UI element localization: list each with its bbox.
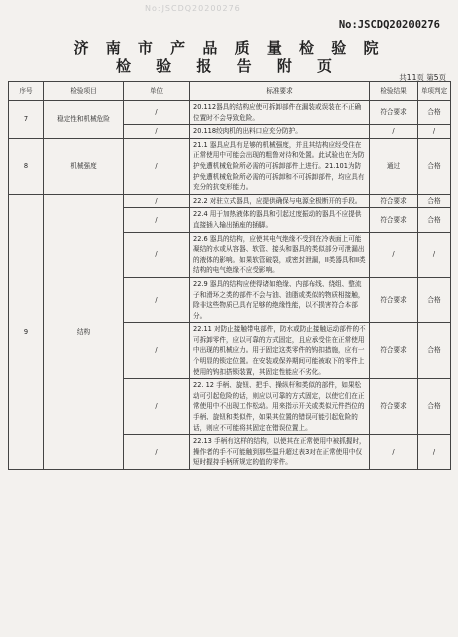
table-header-row: [9, 82, 451, 101]
test-item: 机械强度: [44, 138, 124, 194]
table-row: [9, 138, 451, 194]
judgement-cell: 合格: [418, 323, 451, 379]
col-header-unit: 单位: [124, 82, 190, 101]
unit-cell: /: [124, 435, 190, 470]
unit-cell: /: [124, 208, 190, 232]
col-header-item: 检验项目: [44, 82, 124, 101]
unit-cell: /: [124, 277, 190, 322]
judgement-cell: 合格: [418, 208, 451, 232]
judgement-cell: 合格: [418, 379, 451, 435]
requirement-text: 20.112器具的结构应使可拆卸部件在漏装或误装在不正确位置时不会导致危险。: [190, 101, 370, 125]
unit-cell: /: [124, 138, 190, 194]
judgement-cell: 合格: [418, 101, 451, 125]
result-cell: 符合要求: [370, 194, 418, 208]
result-cell: /: [370, 232, 418, 277]
judgement-cell: 合格: [418, 277, 451, 322]
result-cell: 通过: [370, 138, 418, 194]
requirement-text: 22.4 用于加热液体的器具和引起过度振动的器具不应提供直接插入输出插座的插脚。: [190, 208, 370, 232]
unit-cell: /: [124, 323, 190, 379]
row-number: 8: [9, 138, 44, 194]
judgement-cell: /: [418, 232, 451, 277]
judgement-cell: 合格: [418, 138, 451, 194]
unit-cell: /: [124, 194, 190, 208]
document-number: No:JSCDQ20200276: [338, 19, 440, 31]
requirement-text: 22.11 对防止接触带电部件，防水或防止接触运动部件的不可拆卸零件，应以可靠的方式固定，且应承受住在正常使用中出现的机械应力。用于固定这类零件的钩扣措施，应有一个明显的锁定位置。在安装或保养期间可能被取下的零件上使用的钩扣搭锁装置，其固定性能应不劣化。: [190, 323, 370, 379]
result-cell: 符合要求: [370, 323, 418, 379]
result-cell: /: [370, 125, 418, 139]
judgement-cell: /: [418, 435, 451, 470]
requirement-text: 21.1 器具应具有足够的机械强度，并且其结构应经受住在正常使用中可能会出现的粗鲁对待和处置。此试验也在为防护免遭机械危险所必需的可拆卸部件上进行。21.101为防护免遭机械危险所必需的可拆卸和不可拆卸部件，均应具有充分的抗变形能力。: [190, 138, 370, 194]
requirement-text: 22. 12 手柄、旋钮、把手、操纵杆和类似的部件，如果松动可引起危险的话，则应以可靠的方式固定，以使它们在正常使用中不出现工作松动。用来指示开关或类似元件挡位的手柄、旋钮和类似件，如果其位置的错误可能引起危险的话，则应不可能将其固定在错误位置上。: [190, 379, 370, 435]
judgement-cell: /: [418, 125, 451, 139]
test-item: 结构: [44, 194, 124, 469]
result-cell: 符合要求: [370, 379, 418, 435]
col-header-judgement: 单项判定: [418, 82, 451, 101]
requirement-text: 22.6 器具的结构，应使其电气绝缘不受到在冷表面上可能凝结的水或从容器、软管、接头和器具的类似部分可泄漏出的液体的影响。如果软管破裂，或密封泄漏，II类器具和II类结构的电气绝缘不应受影响。: [190, 232, 370, 277]
result-cell: 符合要求: [370, 277, 418, 322]
table-row: [9, 101, 451, 125]
col-header-result: 检验结果: [370, 82, 418, 101]
report-subtitle: 检 验 报 告 附 页: [115, 57, 343, 75]
row-number: 7: [9, 101, 44, 139]
requirement-text: 22.9 器具的结构应使得诸如绝缘、内部布线、绕组、整流子和滑环之类的部件不会与油、油脂或类似的物质相接触，除非这些物质已具有足够的绝缘性能，以不损害符合本部分。: [190, 277, 370, 322]
table-row: [9, 194, 451, 208]
page-counter: 共11页 第5页: [399, 73, 446, 82]
test-item: 稳定性和机械危险: [44, 101, 124, 139]
result-cell: /: [370, 435, 418, 470]
institute-title: 济 南 市 产 品 质 量 检 验 院: [73, 39, 385, 57]
requirement-text: 20.118绞肉机的出料口应充分防护。: [190, 125, 370, 139]
unit-cell: /: [124, 125, 190, 139]
result-cell: 符合要求: [370, 208, 418, 232]
col-header-requirement: 标准要求: [190, 82, 370, 101]
unit-cell: /: [124, 379, 190, 435]
row-number: 9: [9, 194, 44, 469]
bleed-through-text: No:JSCDQ20200276: [145, 4, 241, 13]
judgement-cell: 合格: [418, 194, 451, 208]
col-header-no: 序号: [9, 82, 44, 101]
unit-cell: /: [124, 232, 190, 277]
requirement-text: 22.13 手柄有这样的结构，以使其在正常使用中被抓握时，操作者的手不可能触到那些温升超过表3对在正常使用中仅短时握持手柄所规定的值的零件。: [190, 435, 370, 470]
inspection-table: [8, 81, 451, 470]
unit-cell: /: [124, 101, 190, 125]
result-cell: 符合要求: [370, 101, 418, 125]
requirement-text: 22.2 对驻立式器具，应提供确保与电源全极断开的手段。: [190, 194, 370, 208]
